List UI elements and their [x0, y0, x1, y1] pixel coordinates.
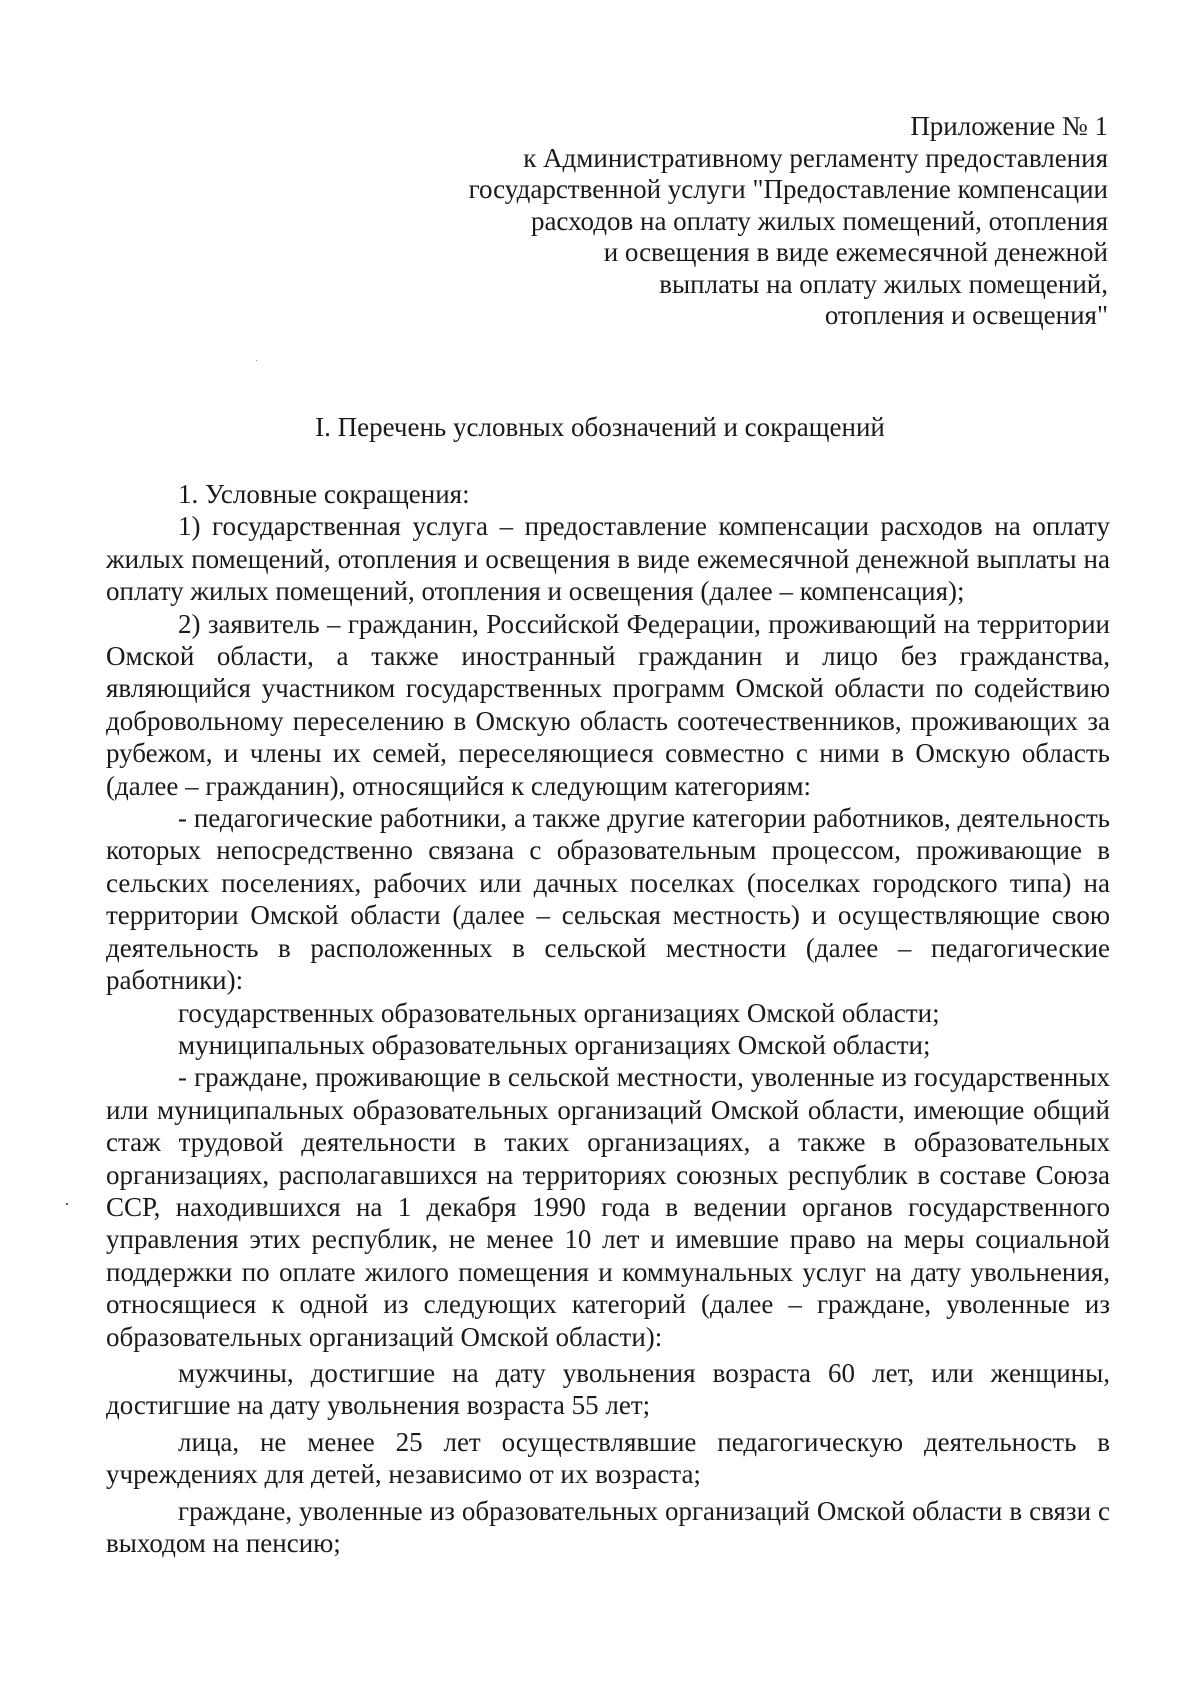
- paragraph-25-years: лица, не менее 25 лет осуществлявшие педагогическую деятельность в учреждениях для детей, независимо от их возраста;: [106, 1426, 1110, 1490]
- appendix-line: выплаты на оплату жилых помещений,: [659, 268, 1108, 299]
- paragraph-municipal-orgs: муниципальных образовательных организациях Омской области;: [178, 1029, 931, 1060]
- appendix-line: к Административному регламенту предоставления: [523, 142, 1108, 173]
- paragraph-state-orgs: государственных образовательных организациях Омской области;: [178, 997, 940, 1028]
- paragraph-age-category: мужчины, достигшие на дату увольнения возраста 60 лет, или женщины, достигшие на дату увольнения возраста 55 лет;: [106, 1357, 1110, 1421]
- scan-speck: [256, 360, 257, 361]
- appendix-line: государственной услуги "Предоставление компенсации: [468, 174, 1108, 204]
- paragraph-abbreviations-heading: 1. Условные сокращения:: [178, 479, 470, 509]
- appendix-line: отопления и освещения": [824, 300, 1108, 330]
- paragraph-item-1: 1) государственная услуга – предоставление компенсации расходов на оплату жилых помещений, отопления и освещения в виде ежемесячной денежной выплаты на оплату жилых помещений, отопления и освещения (далее – компенсация);: [106, 511, 1110, 607]
- paragraph-dismissed-citizens: - граждане, проживающие в сельской местности, уволенные из государственных или муниципальных образовательных организаций Омской области, имеющие общий стаж трудовой деятельности в таких организациях, а также в образовательных организациях, располагавшихся на территориях союзных республик в составе Союза ССР, находившихся на 1 декабря 1990 года в ведении органов государственного управления этих республик, не менее 10 лет и имевшие право на меры социальной поддержки по оплате жилого помещения и коммунальных услуг на дату увольнения, относящиеся к одной из следующих категорий (далее – граждане, уволенные из образовательных организаций Омской области):: [106, 1062, 1110, 1352]
- appendix-line: и освещения в виде ежемесячной денежной: [603, 237, 1108, 267]
- appendix-header: [388, 111, 1108, 332]
- scan-dot: [66, 1203, 68, 1205]
- paragraph-item-2: 2) заявитель – гражданин, Российской Федерации, проживающий на территории Омской области, а также иностранный гражданин и лицо без гражданства, являющийся участником государственных программ Омской области по содействию добровольному переселению в Омскую область соотечественников, проживающих за рубежом, и члены их семей, переселяющиеся совместно с ними в Омскую область (далее – гражданин), относящийся к следующим категориям:: [106, 608, 1110, 801]
- section-title: I. Перечень условных обозначений и сокращений: [315, 412, 885, 442]
- appendix-line: расходов на оплату жилых помещений, отопления: [530, 205, 1108, 236]
- document-body: [106, 478, 1110, 1559]
- paragraph-retired: граждане, уволенные из образовательных организаций Омской области в связи с выходом на пенсию;: [106, 1495, 1110, 1558]
- paragraph-teachers: - педагогические работники, а также другие категории работников, деятельность которых непосредственно связана с образовательным процессом, проживающие в сельских поселениях, рабочих или дачных поселках (поселках городского типа) на территории Омской области (далее – сельская местность) и осуществляющие свою деятельность в расположенных в сельской местности (далее – педагогические работники):: [106, 803, 1110, 996]
- appendix-line: Приложение № 1: [910, 111, 1108, 141]
